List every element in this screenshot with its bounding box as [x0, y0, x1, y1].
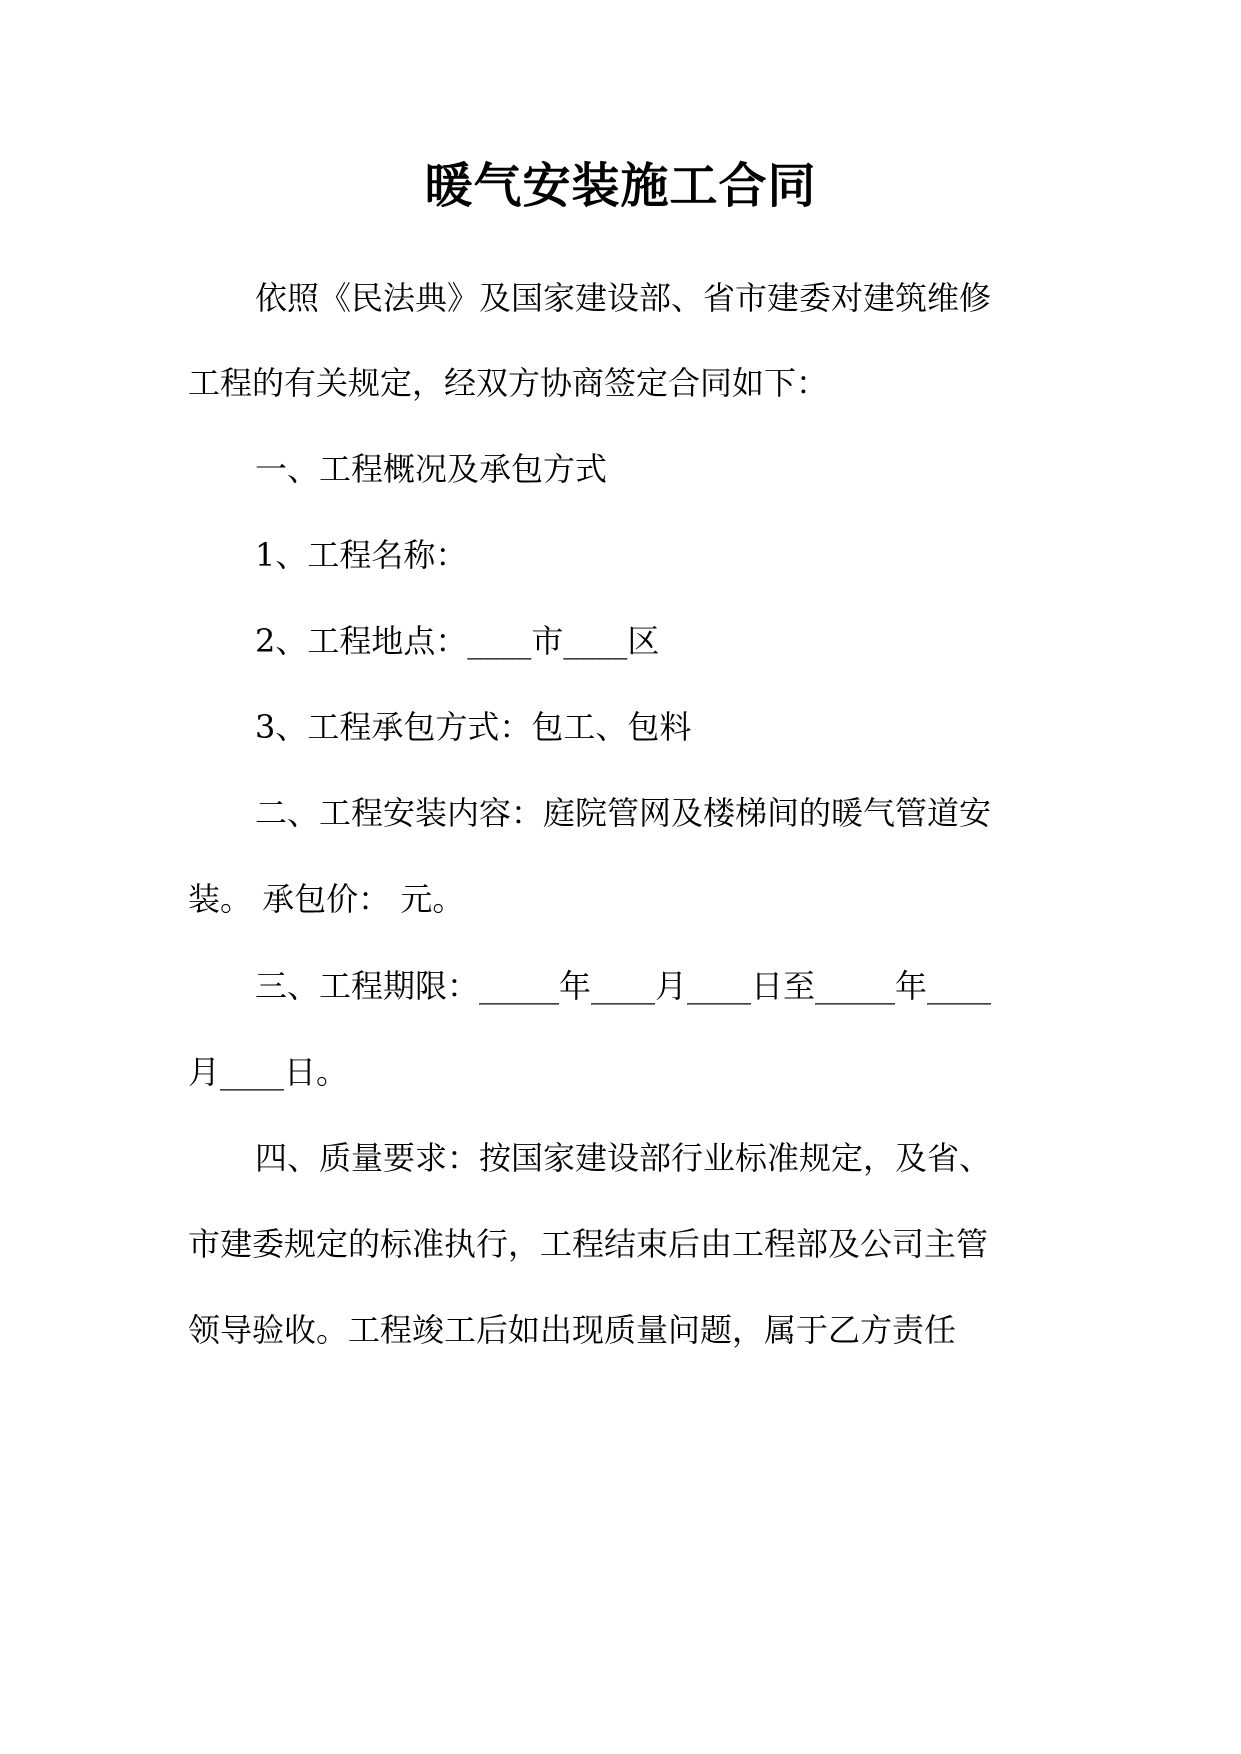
- section-heading: 二、工程安装内容：庭院管网及楼梯间的暖气管道安: [255, 794, 992, 832]
- paragraph-line: 装。 承包价： 元。: [188, 880, 465, 918]
- paragraph-line: 3、工程承包方式：包工、包料: [255, 708, 692, 746]
- paragraph-line: 依照《民法典》及国家建设部、省市建委对建筑维修: [255, 279, 992, 317]
- paragraph-line: 1、工程名称：: [255, 536, 468, 574]
- paragraph-line: 2、工程地点：____市____区: [255, 622, 660, 660]
- paragraph-line: 领导验收。工程竣工后如出现质量问题，属于乙方责任: [188, 1311, 957, 1349]
- paragraph-line: 市建委规定的标准执行，工程结束后由工程部及公司主管: [188, 1225, 989, 1263]
- section-heading: 一、工程概况及承包方式: [255, 450, 608, 488]
- paragraph-line: 月____日。: [188, 1053, 349, 1091]
- section-heading: 三、工程期限：_____年____月____日至_____年____: [255, 967, 992, 1005]
- section-heading: 四、质量要求：按国家建设部行业标准规定，及省、: [255, 1139, 992, 1177]
- paragraph-line: 工程的有关规定，经双方协商签定合同如下：: [188, 364, 829, 402]
- document-title: 暖气安装施工合同: [424, 158, 817, 214]
